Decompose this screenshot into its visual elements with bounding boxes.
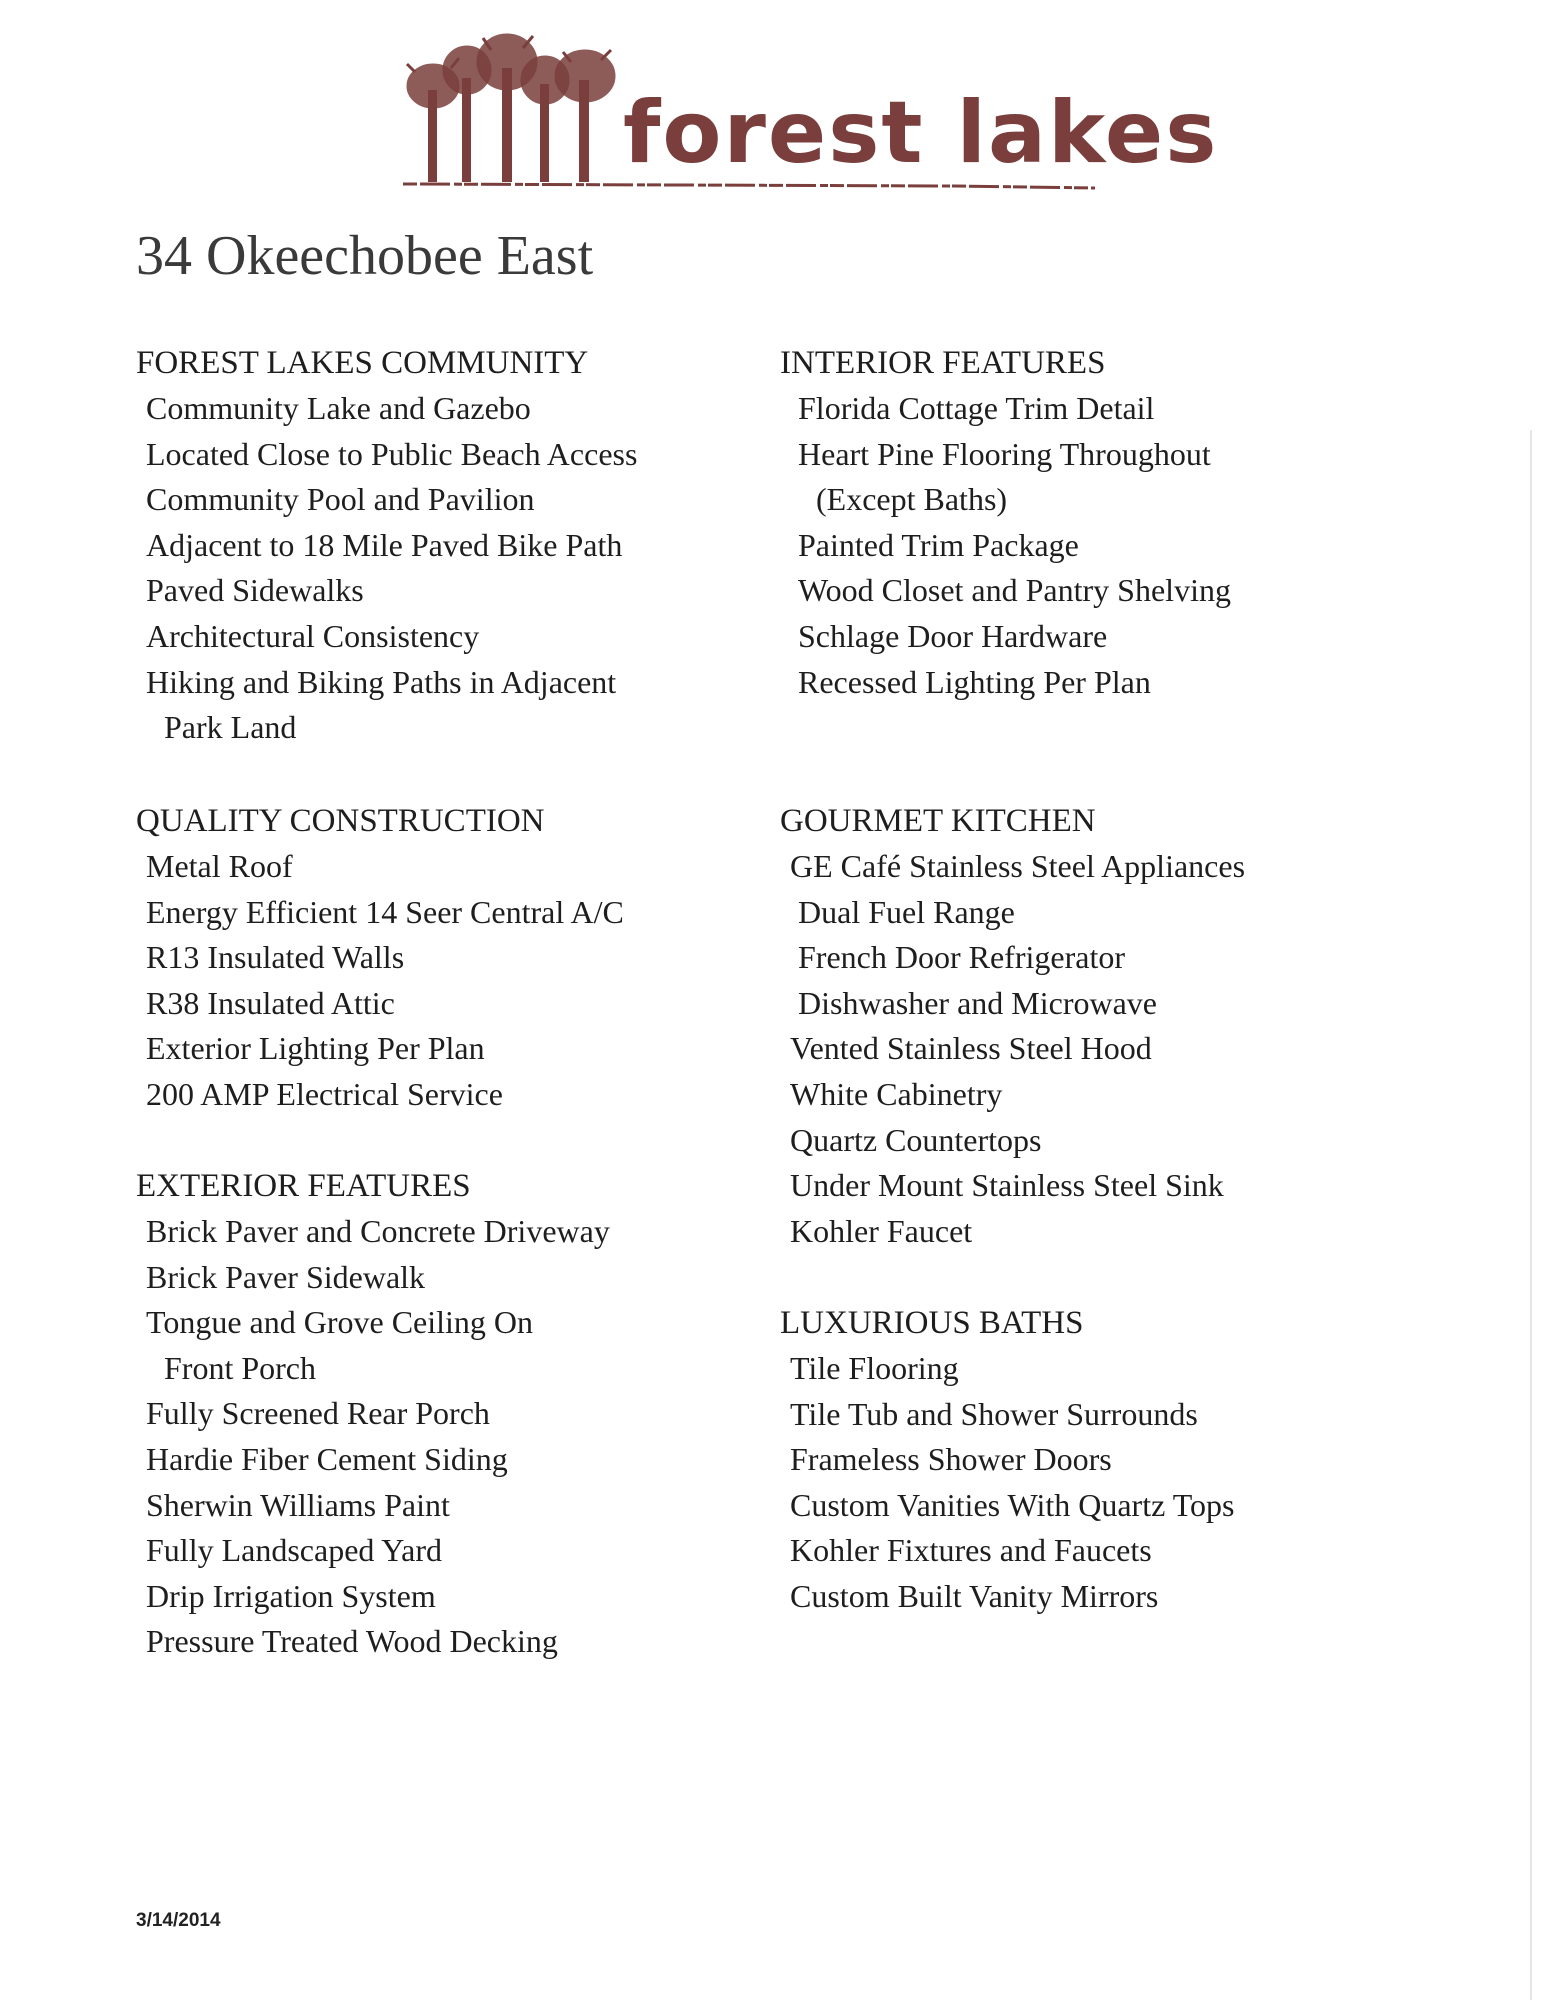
feature-item: Brick Paver and Concrete Driveway [146,1213,610,1249]
feature-item: Kohler Faucet [790,1212,973,1249]
feature-item: Dual Fuel Range [798,893,1015,930]
section-heading: FOREST LAKES COMMUNITY [136,345,589,381]
logo-wordmark: forest lakes [623,83,1219,183]
feature-item: Quartz Countertops [790,1121,1042,1158]
feature-item: Community Pool and Pavilion [146,481,535,518]
feature-item-continuation: Front Porch [164,1349,316,1386]
feature-item: Fully Landscaped Yard [146,1532,442,1569]
feature-item: Community Lake and Gazebo [146,390,531,426]
section-luxurious-baths [780,1300,1470,1620]
feature-item: Adjacent to 18 Mile Paved Bike Path [146,526,623,563]
section-heading: LUXURIOUS BATHS [780,1305,1084,1341]
feature-item: Kohler Fixtures and Faucets [790,1532,1152,1569]
feature-item: Architectural Consistency [146,617,480,654]
feature-item: Under Mount Stainless Steel Sink [790,1167,1224,1204]
feature-item: Pressure Treated Wood Decking [146,1623,558,1660]
feature-item: Hiking and Biking Paths in Adjacent [146,663,617,700]
feature-item: Dishwasher and Microwave [798,984,1157,1021]
feature-item: Heart Pine Flooring Throughout [798,435,1211,472]
feature-item: Florida Cottage Trim Detail [798,390,1155,426]
feature-item: Painted Trim Package [798,526,1079,563]
section-forest-lakes-community [136,340,826,751]
feature-item: R13 Insulated Walls [146,939,405,976]
feature-item: Drip Irrigation System [146,1577,436,1614]
section-interior-features [780,340,1470,705]
feature-item: Energy Efficient 14 Seer Central A/C [146,893,624,930]
forest-lakes-logo [395,28,1219,198]
feature-item: Tile Flooring [790,1350,959,1386]
section-gourmet-kitchen [780,798,1470,1254]
feature-item: White Cabinetry [790,1075,1003,1112]
feature-item: R38 Insulated Attic [146,984,395,1021]
feature-item: Recessed Lighting Per Plan [798,663,1151,700]
feature-item: Vented Stainless Steel Hood [790,1030,1152,1067]
feature-item: Brick Paver Sidewalk [146,1258,426,1295]
section-exterior-features [136,1163,826,1665]
section-heading: QUALITY CONSTRUCTION [136,803,545,839]
feature-item: Frameless Shower Doors [790,1441,1112,1478]
feature-item: 200 AMP Electrical Service [146,1075,503,1112]
document-date: 3/14/2014 [136,1910,221,1931]
feature-item: Wood Closet and Pantry Shelving [798,572,1231,609]
feature-item: Fully Screened Rear Porch [146,1395,490,1432]
feature-item: Tile Tub and Shower Surrounds [790,1395,1198,1432]
section-heading: INTERIOR FEATURES [780,345,1106,381]
feature-item: Schlage Door Hardware [798,617,1108,654]
feature-item: Exterior Lighting Per Plan [146,1030,485,1067]
property-address-title: 34 Okeechobee East [136,225,594,287]
feature-item-continuation: Park Land [164,709,297,746]
feature-item: Metal Roof [146,848,293,884]
feature-item-continuation: (Except Baths) [816,481,1008,518]
feature-item: Custom Built Vanity Mirrors [790,1577,1159,1614]
feature-item: Located Close to Public Beach Access [146,435,638,472]
feature-item: Custom Vanities With Quartz Tops [790,1486,1235,1523]
feature-item: GE Café Stainless Steel Appliances [790,848,1246,884]
page-edge-line [1530,430,1532,2000]
feature-item: Tongue and Grove Ceiling On [146,1304,534,1341]
feature-item: Sherwin Williams Paint [146,1486,450,1523]
section-heading: GOURMET KITCHEN [780,803,1096,839]
section-heading: EXTERIOR FEATURES [136,1168,471,1204]
feature-item: French Door Refrigerator [798,939,1125,976]
feature-item: Hardie Fiber Cement Siding [146,1440,508,1477]
section-quality-construction [136,798,826,1118]
feature-item: Paved Sidewalks [146,572,364,609]
